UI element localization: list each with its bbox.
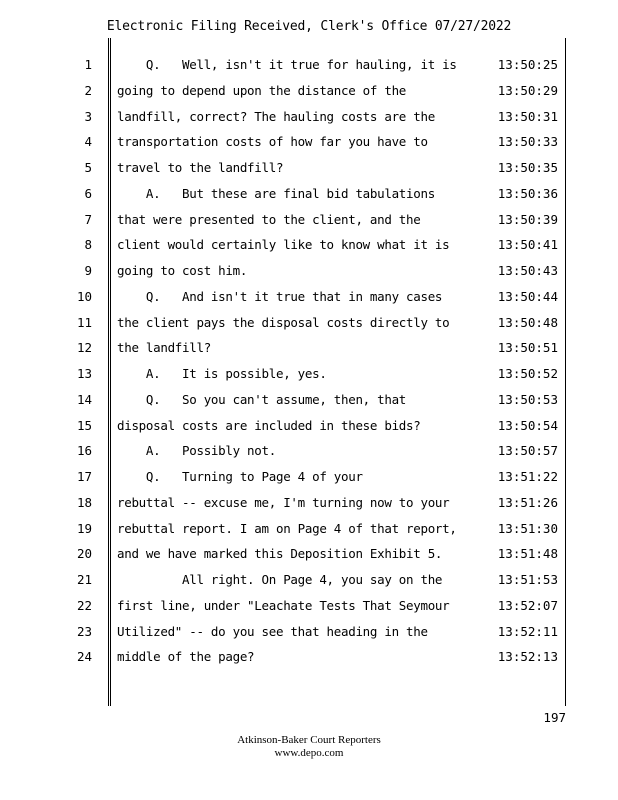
line-number: 24 — [76, 649, 92, 665]
timestamp: 13:50:44 — [497, 288, 558, 304]
line-number: 11 — [76, 314, 92, 330]
line-text: rebuttal report. I am on Page 4 of that report, — [117, 520, 457, 536]
transcript-line — [0, 258, 618, 284]
timestamp: 13:50:33 — [497, 134, 558, 150]
line-number: 23 — [76, 623, 92, 639]
line-number: 4 — [84, 134, 92, 150]
timestamp: 13:51:26 — [497, 494, 558, 510]
line-text: the client pays the disposal costs directly to — [117, 314, 450, 330]
line-text: client would certainly like to know what it is — [117, 237, 450, 253]
line-number: 18 — [76, 494, 92, 510]
timestamp: 13:50:29 — [497, 82, 558, 98]
transcript-line — [0, 155, 618, 181]
timestamp: 13:50:25 — [497, 57, 558, 72]
transcript-line — [0, 567, 618, 593]
transcript-line — [0, 593, 618, 619]
transcript-line — [0, 464, 618, 490]
transcript-line — [0, 232, 618, 258]
transcript-line — [0, 438, 618, 464]
line-number: 17 — [76, 469, 92, 484]
transcript-line — [0, 284, 618, 310]
timestamp: 13:52:13 — [497, 649, 558, 665]
footer — [0, 734, 618, 760]
line-text: travel to the landfill? — [117, 160, 284, 175]
transcript-line — [0, 104, 618, 130]
transcript-line — [0, 361, 618, 387]
line-text: and we have marked this Deposition Exhibit 5. — [117, 546, 443, 562]
line-number: 1 — [84, 57, 92, 72]
line-number: 3 — [84, 108, 92, 124]
timestamp: 13:51:48 — [497, 546, 558, 562]
timestamp: 13:50:57 — [497, 443, 558, 459]
line-text: rebuttal -- excuse me, I'm turning now to your — [117, 494, 450, 510]
line-text: A. It is possible, yes. — [117, 366, 327, 381]
transcript-line — [0, 644, 618, 670]
line-text: middle of the page? — [117, 649, 255, 665]
line-text: All right. On Page 4, you say on the — [117, 572, 443, 587]
transcript-line — [0, 207, 618, 233]
timestamp: 13:50:54 — [497, 417, 558, 433]
line-text: Q. And isn't it true that in many cases — [117, 288, 443, 304]
line-text: A. But these are final bid tabulations — [117, 185, 435, 201]
transcript-line — [0, 310, 618, 336]
timestamp: 13:50:48 — [497, 314, 558, 330]
line-text: transportation costs of how far you have to — [117, 134, 428, 150]
line-number: 9 — [84, 263, 92, 278]
page-number: 197 — [543, 710, 566, 725]
transcript-line — [0, 619, 618, 645]
line-number: 16 — [76, 443, 92, 459]
line-number: 5 — [84, 160, 92, 175]
transcript-line — [0, 541, 618, 567]
line-number: 14 — [76, 391, 92, 407]
line-number: 10 — [76, 288, 92, 304]
timestamp: 13:50:43 — [497, 263, 558, 278]
timestamp: 13:50:51 — [497, 340, 558, 356]
line-number: 7 — [84, 211, 92, 227]
line-text: Utilized" -- do you see that heading in the — [117, 623, 428, 639]
timestamp: 13:50:41 — [497, 237, 558, 253]
transcript-line — [0, 181, 618, 207]
line-number: 6 — [84, 185, 92, 201]
line-text: the landfill? — [117, 340, 211, 356]
timestamp: 13:51:53 — [497, 572, 558, 587]
line-text: going to cost him. — [117, 263, 248, 278]
line-number: 15 — [76, 417, 92, 433]
transcript-line — [0, 52, 618, 78]
transcript-line — [0, 490, 618, 516]
line-text: going to depend upon the distance of the — [117, 82, 407, 98]
timestamp: 13:50:35 — [497, 160, 558, 175]
line-number: 13 — [76, 366, 92, 381]
header-stamp: Electronic Filing Received, Clerk's Office 07/27/2022 — [106, 19, 512, 34]
line-text: disposal costs are included in these bids? — [117, 417, 421, 433]
timestamp: 13:50:53 — [497, 391, 558, 407]
transcript-line — [0, 335, 618, 361]
timestamp: 13:50:31 — [497, 108, 558, 124]
line-number: 20 — [76, 546, 92, 562]
timestamp: 13:51:30 — [497, 520, 558, 536]
transcript-line — [0, 129, 618, 155]
line-number: 19 — [76, 520, 92, 536]
transcript-line — [0, 387, 618, 413]
line-text: Q. Turning to Page 4 of your — [117, 469, 363, 484]
timestamp: 13:52:11 — [497, 623, 558, 639]
transcript-line — [0, 413, 618, 439]
line-text: Q. Well, isn't it true for hauling, it is — [117, 57, 457, 72]
line-number: 2 — [84, 82, 92, 98]
timestamp: 13:50:36 — [497, 185, 558, 201]
timestamp: 13:52:07 — [497, 597, 558, 613]
reporter-name: Atkinson-Baker Court Reporters — [237, 734, 381, 746]
line-text: Q. So you can't assume, then, that — [117, 391, 407, 407]
timestamp: 13:50:52 — [497, 366, 558, 381]
transcript-line — [0, 78, 618, 104]
timestamp: 13:51:22 — [497, 469, 558, 484]
line-number: 21 — [76, 572, 92, 587]
line-number: 8 — [84, 237, 92, 253]
line-text: that were presented to the client, and the — [117, 211, 421, 227]
reporter-website: www.depo.com — [274, 747, 344, 759]
line-text: A. Possibly not. — [117, 443, 276, 459]
line-number: 22 — [76, 597, 92, 613]
line-text: landfill, correct? The hauling costs are the — [117, 108, 435, 124]
line-text: first line, under "Leachate Tests That Seymour — [117, 597, 450, 613]
timestamp: 13:50:39 — [497, 211, 558, 227]
transcript-line — [0, 516, 618, 542]
line-number: 12 — [76, 340, 92, 356]
